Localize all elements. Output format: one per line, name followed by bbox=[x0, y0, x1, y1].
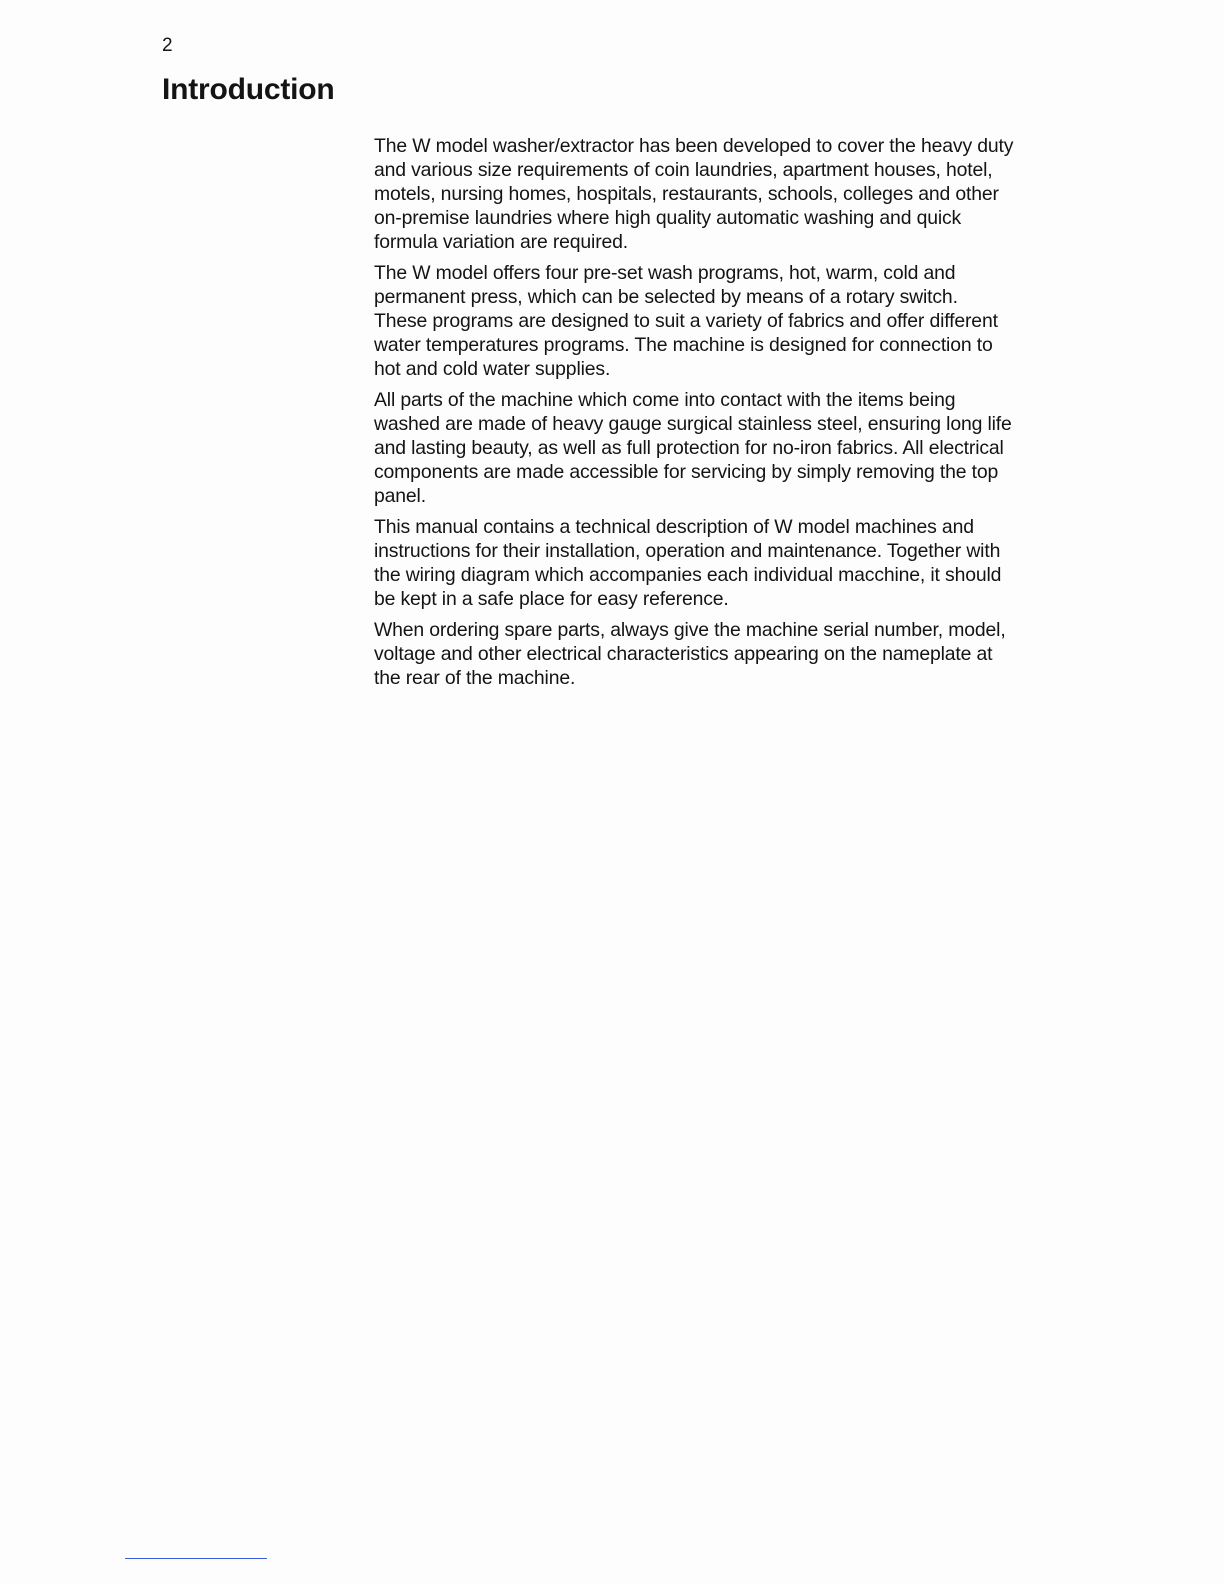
body-paragraph: The W model washer/extractor has been developed to cover the heavy duty and various size requirements of coin laundries, apartment houses, hotel, motels, nursing homes, hospitals, restaurants, schools, colleges and other on-premise laundries where high quality automatic washing and quick formula variation are required. bbox=[374, 135, 1014, 253]
page-number: 2 bbox=[162, 35, 173, 56]
body-paragraph: All parts of the machine which come into contact with the items being washed are made of heavy gauge surgical stainless steel, ensuring long life and lasting beauty, as well as full protection for no-iron fabrics. All electrical components are made accessible for servicing by simply removing the top panel. bbox=[374, 389, 1012, 507]
page-title: Introduction bbox=[162, 73, 335, 106]
body-paragraph: When ordering spare parts, always give the machine serial number, model, voltage and other electrical characteristics appearing on the nameplate at the rear of the machine. bbox=[374, 619, 1006, 689]
footer-rule bbox=[125, 1558, 267, 1559]
body-paragraph: This manual contains a technical description of W model machines and instructions for their installation, operation and maintenance. Together with the wiring diagram which accompanies each individual macchine, it should be kept in a safe place for easy reference. bbox=[374, 516, 1002, 610]
body-paragraph: The W model offers four pre-set wash programs, hot, warm, cold and permanent press, which can be selected by means of a rotary switch. These programs are designed to suit a variety of fabrics and offer different water temperatures programs. The machine is designed for connection to hot and cold water supplies. bbox=[374, 262, 998, 380]
body-text bbox=[374, 134, 1014, 697]
